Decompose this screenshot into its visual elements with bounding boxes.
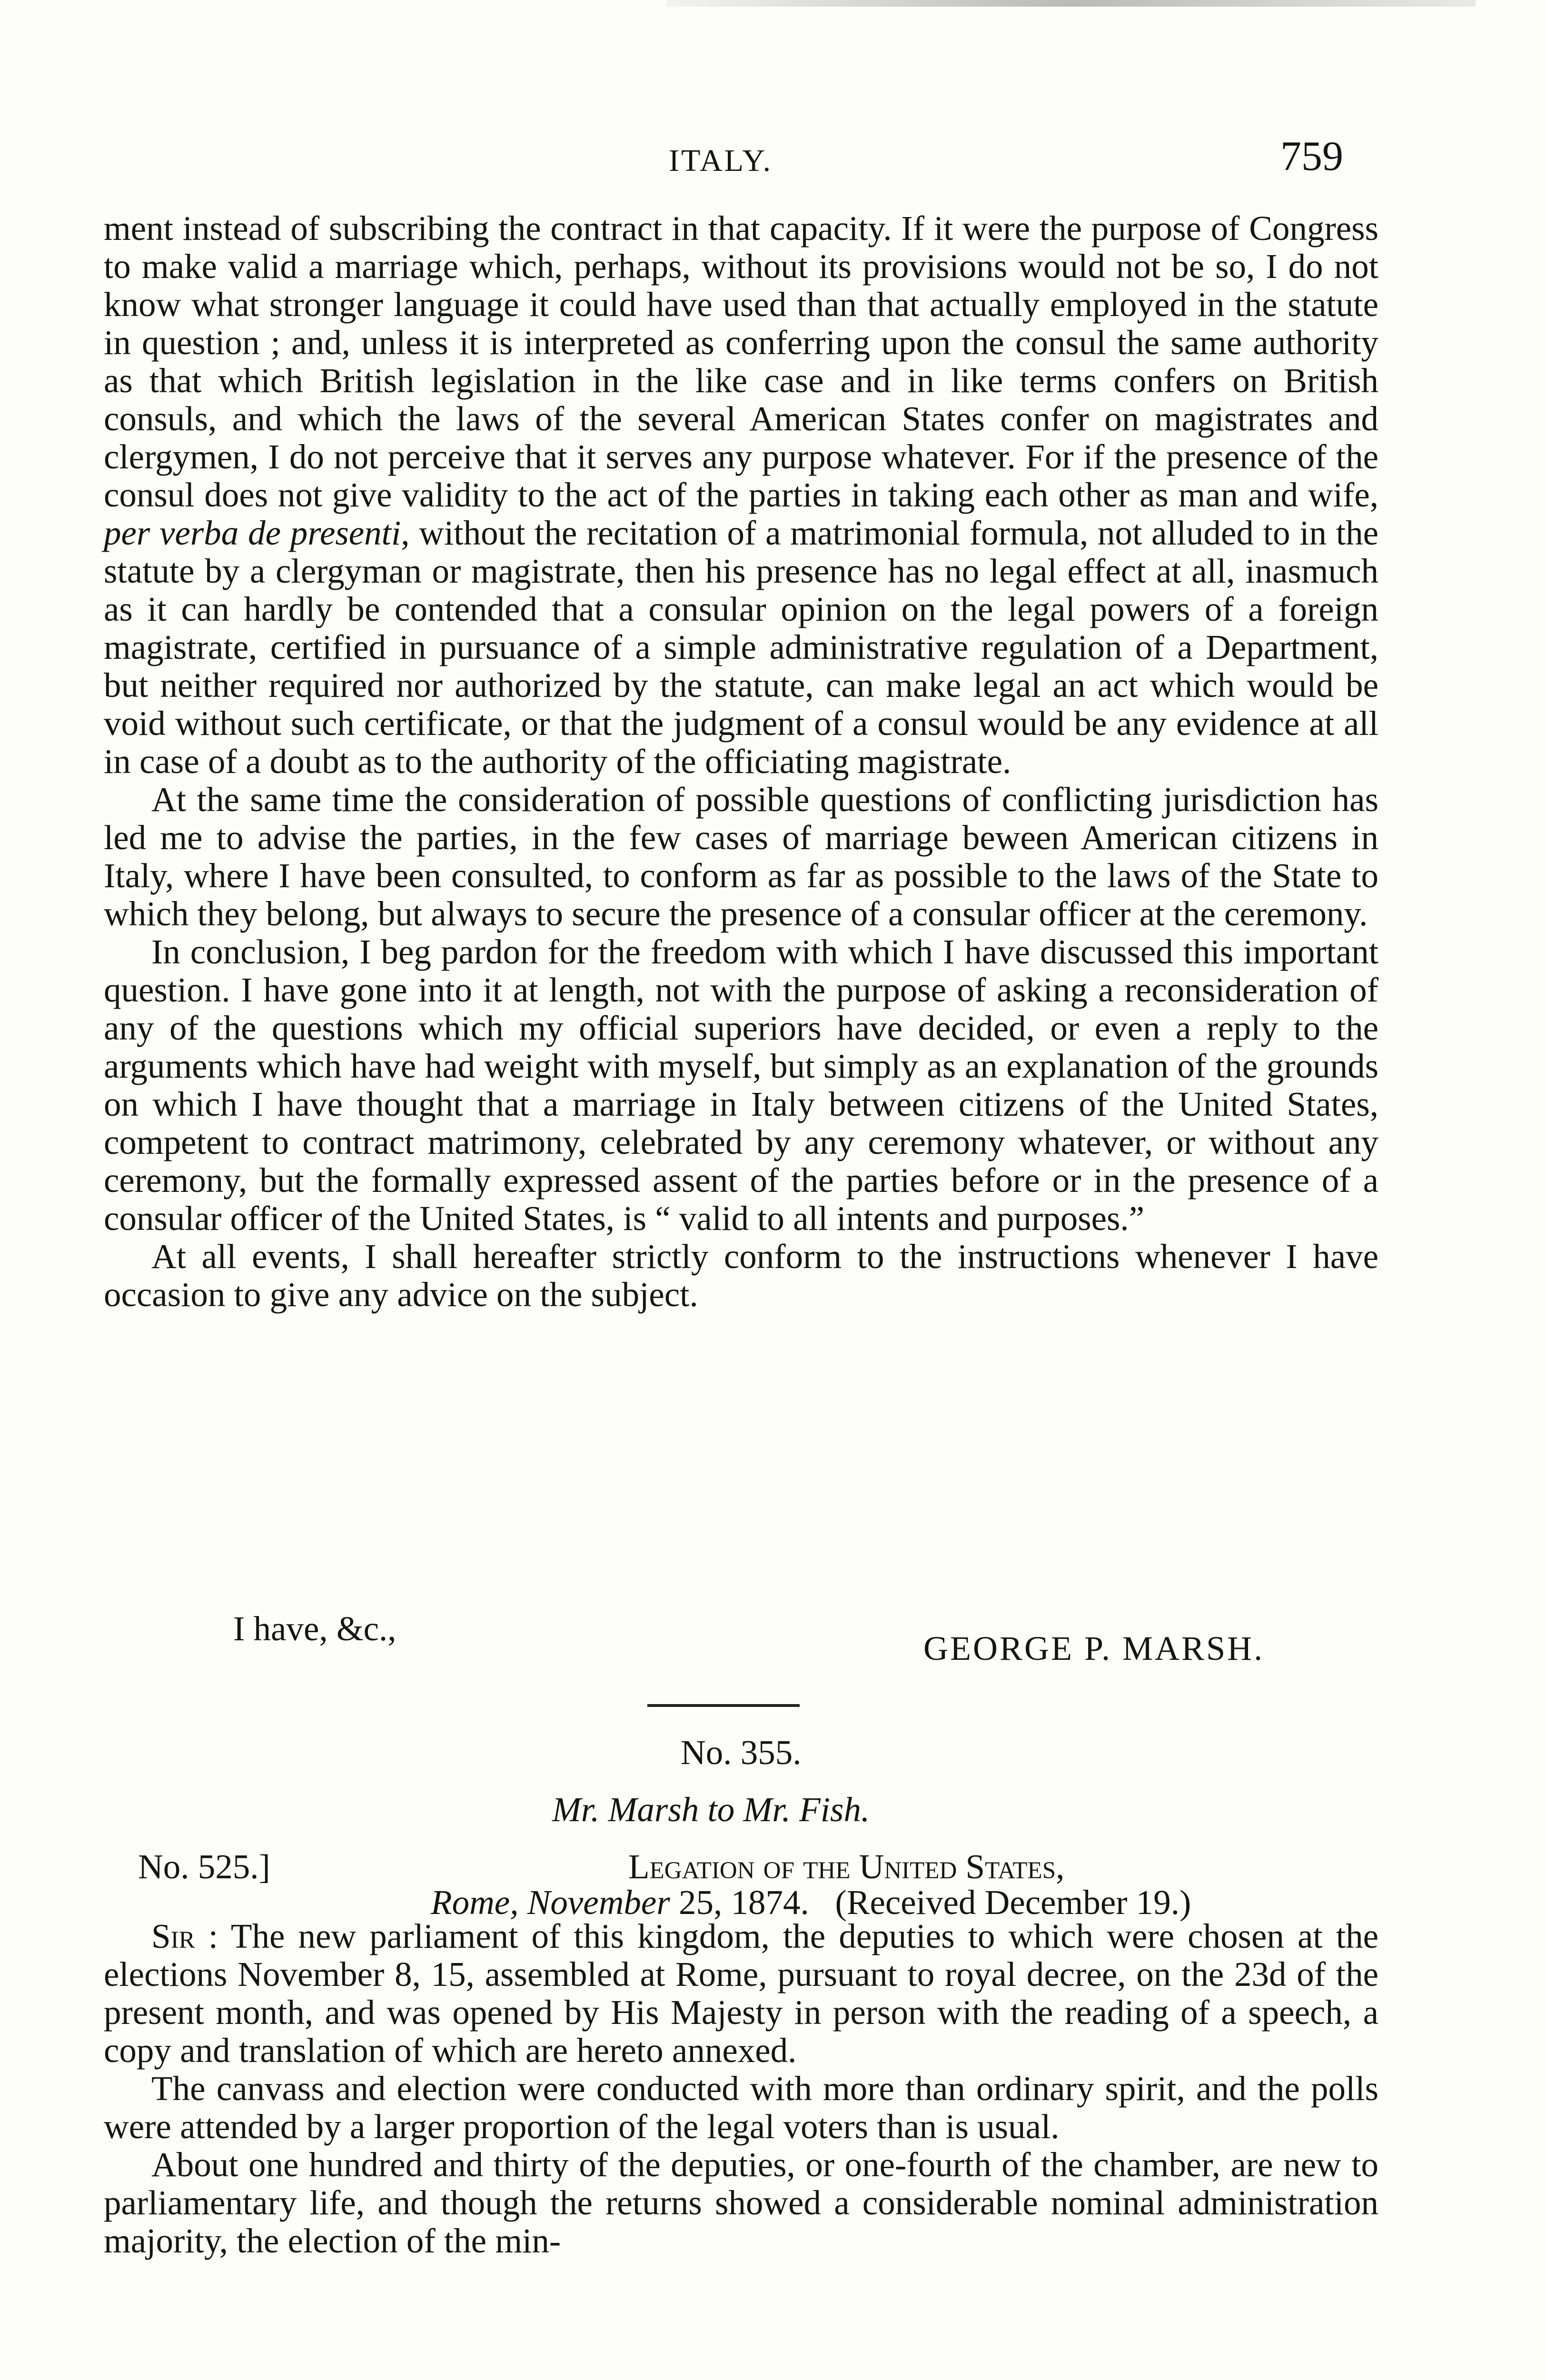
running-head: ITALY. — [669, 143, 773, 178]
paragraph-3: In conclusion, I beg pardon for the freedom with which I have discussed this important question. I have gone into it at length, not with the purpose of asking a reconsideration of any of the questions which my official superiors have decided, or even a reply to the arguments which have had weight with myself, but simply as an explanation of the grounds on which I have thought that a marriage in Italy between citizens of the United States, competent to contract matrimony, celebrated by any ceremony whatever, or without any ceremony, but the formally expressed assent of the parties before or in the presence of a consular officer of the United States, is “ valid to all intents and purposes.” — [104, 932, 1378, 1238]
salutation: Sir : — [151, 1917, 218, 1955]
section-divider — [647, 1704, 800, 1707]
signature: GEORGE P. MARSH. — [923, 1629, 1265, 1667]
document-number: No. 355. — [681, 1733, 802, 1772]
dispatch-number: No. 525.] — [138, 1847, 270, 1886]
received-note: (Received December 19.) — [835, 1883, 1191, 1922]
dispatch-paragraph-2: The canvass and election were conducted with more than ordinary spirit, and the polls were attended by a larger proportion of the legal voters than is usual. — [104, 2069, 1378, 2146]
correspondents-line: Mr. Marsh to Mr. Fish. — [552, 1790, 870, 1829]
page-edge-shadow — [666, 0, 1476, 7]
dispatch-paragraph-1-text: The new parliament of this kingdom, the deputies to which were chosen at the elections November 8, 15, assembled at Rome, pursuant to royal decree, on the 23d of the present month, and was opened by His Majesty in person with the reading of a speech, a copy and translation of which are hereto annexed. — [104, 1917, 1379, 2070]
paragraph-1 — [104, 209, 1378, 781]
dateline-date: 25, 1874. — [670, 1883, 809, 1922]
dateline-place: Rome, November — [431, 1883, 670, 1922]
paragraph-2: At the same time the consideration of possible questions of conflicting jurisdiction has led me to advise the parties, in the few cases of marriage beween American citizens in Italy, where I have been consulted, to conform as far as possible to the laws of the State to which they belong, but always to secure the presence of a consular officer at the ceremony. — [104, 780, 1378, 933]
dispatch-paragraph-1 — [104, 1917, 1378, 2070]
letter-body — [104, 209, 1378, 1314]
latin-phrase: per verba de presenti — [104, 514, 401, 552]
dispatch-body — [104, 1917, 1378, 2260]
closing-formula: I have, &c., — [233, 1609, 396, 1648]
sender-office: Legation of the United States, — [628, 1847, 1065, 1886]
paragraph-4: At all events, I shall hereafter strictly conform to the instructions whenever I have occasion to give any advice on the subject. — [104, 1237, 1378, 1314]
paragraph-1-part-b: , without the recitation of a matrimonial formula, not alluded to in the statute by a clergyman or magistrate, then his presence has no legal effect at all, inasmuch as it can hardly be contended that a consular opinion on the legal powers of a foreign magistrate, certified in pursuance of a simple administrative regulation of a Department, but neither required nor authorized by the statute, can make legal an act which would be void without such certificate, or that the judgment of a consul would be any evidence at all in case of a doubt as to the authority of the officiating magistrate. — [104, 514, 1378, 781]
dispatch-paragraph-3: About one hundred and thirty of the deputies, or one-fourth of the chamber, are new to parliamentary life, and though the returns showed a considerable nominal administration majority, the election of the min- — [104, 2145, 1378, 2260]
page-number: 759 — [1280, 133, 1343, 179]
paragraph-1-part-a: ment instead of subscribing the contract in that capacity. If it were the purpose of Congress to make valid a marriage which, perhaps, without its provisions would not be so, I do not know what stronger language it could have used than that actually employed in the statute in question ; and, unless it is interpreted as conferring upon the consul the same authority as that which British legislation in the like case and in like terms confers on British consuls, and which the laws of the several American States confer on magistrates and clergymen, I do not perceive that it serves any purpose whatever. For if the presence of the consul does not give validity to the act of the parties in taking each other as man and wife, — [104, 209, 1378, 514]
